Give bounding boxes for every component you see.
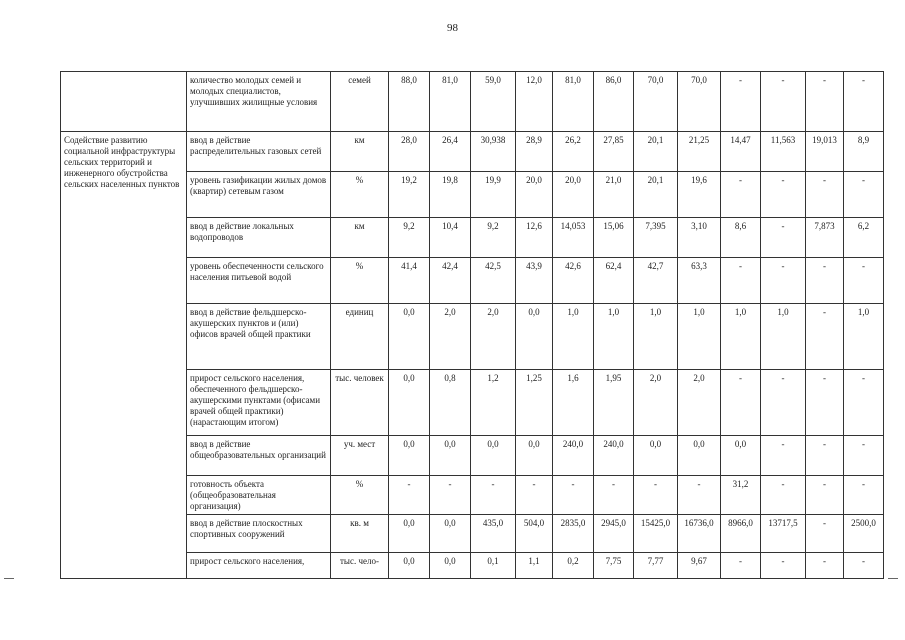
value-cell: - [471,476,516,515]
value-cell: 0,0 [634,436,678,476]
value-cell: - [761,552,806,578]
value-cell: 1,0 [553,304,594,370]
table-row [61,132,884,172]
value-cell: 21,0 [594,172,634,218]
group-cell-empty [61,72,187,132]
value-cell: 1,25 [516,370,553,436]
value-cell: - [844,476,884,515]
value-cell: 41,4 [389,258,430,304]
value-cell: 2,0 [678,370,721,436]
value-cell: - [761,72,806,132]
unit-cell: км [331,132,389,172]
value-cell: 13717,5 [761,514,806,552]
value-cell: - [806,72,844,132]
value-cell: - [844,370,884,436]
indicator-name: ввод в действие распределительных газовых сетей [187,132,331,172]
value-cell: - [516,476,553,515]
value-cell: 6,2 [844,218,884,258]
value-cell: 7,873 [806,218,844,258]
value-cell: 2,0 [471,304,516,370]
value-cell: 15425,0 [634,514,678,552]
indicator-name: уровень обеспеченности сельского населения питьевой водой [187,258,331,304]
value-cell: 12,6 [516,218,553,258]
value-cell: 3,10 [678,218,721,258]
value-cell: - [806,436,844,476]
value-cell: 1,0 [721,304,761,370]
value-cell: 7,395 [634,218,678,258]
group-label: Содействие развитию социальной инфраструктуры сельских территорий и инженерного обустройства сельских населенных пунктов [61,132,187,579]
indicator-name: ввод в действие плоскостных спортивных сооружений [187,514,331,552]
value-cell: 2835,0 [553,514,594,552]
value-cell: - [806,552,844,578]
value-cell: 240,0 [553,436,594,476]
value-cell: - [634,476,678,515]
indicator-name: количество молодых семей и молодых специалистов, улучшивших жилищные условия [187,72,331,132]
page-number: 98 [447,22,458,34]
value-cell: 0,8 [430,370,471,436]
unit-cell: кв. м [331,514,389,552]
value-cell: 14,47 [721,132,761,172]
value-cell: 7,77 [634,552,678,578]
value-cell: 81,0 [553,72,594,132]
value-cell: 14,053 [553,218,594,258]
value-cell: 28,0 [389,132,430,172]
value-cell: 20,1 [634,132,678,172]
value-cell: - [721,258,761,304]
indicator-name: уровень газификации жилых домов (квартир) сетевым газом [187,172,331,218]
value-cell: 20,0 [516,172,553,218]
value-cell: 12,0 [516,72,553,132]
value-cell: - [761,370,806,436]
value-cell: 0,0 [389,514,430,552]
value-cell: - [844,436,884,476]
value-cell: 0,0 [430,514,471,552]
value-cell: 28,9 [516,132,553,172]
value-cell: 10,4 [430,218,471,258]
value-cell: 1,1 [516,552,553,578]
indicators-table [60,71,884,579]
value-cell: 42,5 [471,258,516,304]
value-cell: 435,0 [471,514,516,552]
value-cell: 30,938 [471,132,516,172]
value-cell: 1,0 [678,304,721,370]
value-cell: - [806,476,844,515]
value-cell: - [761,258,806,304]
value-cell: 31,2 [721,476,761,515]
value-cell: - [806,514,844,552]
value-cell: 70,0 [678,72,721,132]
value-cell: 62,4 [594,258,634,304]
value-cell: 2,0 [634,370,678,436]
value-cell: 19,6 [678,172,721,218]
value-cell: 81,0 [430,72,471,132]
unit-cell: семей [331,72,389,132]
value-cell: 21,25 [678,132,721,172]
value-cell: 2,0 [430,304,471,370]
unit-cell: единиц [331,304,389,370]
unit-cell: % [331,258,389,304]
value-cell: 1,95 [594,370,634,436]
right-edge-mark [888,578,898,579]
value-cell: 0,0 [430,436,471,476]
indicator-name: ввод в действие локальных водопроводов [187,218,331,258]
unit-cell: уч. мест [331,436,389,476]
value-cell: 26,4 [430,132,471,172]
value-cell: - [844,172,884,218]
table-row [61,72,884,132]
value-cell: 42,4 [430,258,471,304]
value-cell: 1,0 [594,304,634,370]
value-cell: 2945,0 [594,514,634,552]
value-cell: 0,0 [721,436,761,476]
value-cell: 1,6 [553,370,594,436]
value-cell: - [721,72,761,132]
value-cell: 27,85 [594,132,634,172]
value-cell: 19,9 [471,172,516,218]
value-cell: 20,0 [553,172,594,218]
value-cell: 16736,0 [678,514,721,552]
unit-cell: тыс. человек [331,370,389,436]
value-cell: - [721,172,761,218]
value-cell: - [761,172,806,218]
value-cell: - [761,436,806,476]
value-cell: 240,0 [594,436,634,476]
value-cell: - [594,476,634,515]
value-cell: 0,0 [678,436,721,476]
unit-cell: тыс. чело- [331,552,389,578]
value-cell: - [721,552,761,578]
value-cell: 504,0 [516,514,553,552]
indicator-name: прирост сельского населения, обеспеченного фельдшерско-акушерскими пунктами (офисами врачей общей практики) (нарастающим итогом) [187,370,331,436]
indicator-name: прирост сельского населения, [187,552,331,578]
value-cell: - [806,258,844,304]
value-cell: - [761,476,806,515]
value-cell: 42,6 [553,258,594,304]
value-cell: - [844,552,884,578]
value-cell: - [806,172,844,218]
value-cell: 1,2 [471,370,516,436]
value-cell: 1,0 [761,304,806,370]
indicator-name: ввод в действие общеобразовательных организаций [187,436,331,476]
value-cell: 1,0 [634,304,678,370]
value-cell: 42,7 [634,258,678,304]
value-cell: - [806,370,844,436]
value-cell: 63,3 [678,258,721,304]
value-cell: - [430,476,471,515]
value-cell: 26,2 [553,132,594,172]
left-edge-mark [4,578,14,579]
value-cell: 2500,0 [844,514,884,552]
value-cell: 19,2 [389,172,430,218]
value-cell: 1,0 [844,304,884,370]
value-cell: 7,75 [594,552,634,578]
value-cell: - [678,476,721,515]
value-cell: 59,0 [471,72,516,132]
value-cell: 9,67 [678,552,721,578]
value-cell: - [806,304,844,370]
value-cell: 9,2 [471,218,516,258]
value-cell: 0,0 [471,436,516,476]
value-cell: - [761,218,806,258]
value-cell: 0,0 [516,436,553,476]
value-cell: 0,0 [516,304,553,370]
value-cell: 8,6 [721,218,761,258]
value-cell: 0,1 [471,552,516,578]
value-cell: - [844,258,884,304]
value-cell: 0,2 [553,552,594,578]
value-cell: - [389,476,430,515]
unit-cell: % [331,476,389,515]
value-cell: - [844,72,884,132]
value-cell: 20,1 [634,172,678,218]
value-cell: 0,0 [430,552,471,578]
indicator-name: готовность объекта (общеобразовательная организация) [187,476,331,515]
unit-cell: км [331,218,389,258]
value-cell: 86,0 [594,72,634,132]
value-cell: 0,0 [389,436,430,476]
value-cell: 88,0 [389,72,430,132]
value-cell: 11,563 [761,132,806,172]
value-cell: 8966,0 [721,514,761,552]
value-cell: 19,8 [430,172,471,218]
value-cell: - [721,370,761,436]
value-cell: 0,0 [389,552,430,578]
value-cell: 9,2 [389,218,430,258]
value-cell: 70,0 [634,72,678,132]
value-cell: 15,06 [594,218,634,258]
value-cell: 43,9 [516,258,553,304]
value-cell: 19,013 [806,132,844,172]
value-cell: 0,0 [389,304,430,370]
indicator-name: ввод в действие фельдшерско-акушерских пунктов и (или) офисов врачей общей практики [187,304,331,370]
value-cell: - [553,476,594,515]
unit-cell: % [331,172,389,218]
value-cell: 0,0 [389,370,430,436]
value-cell: 8,9 [844,132,884,172]
